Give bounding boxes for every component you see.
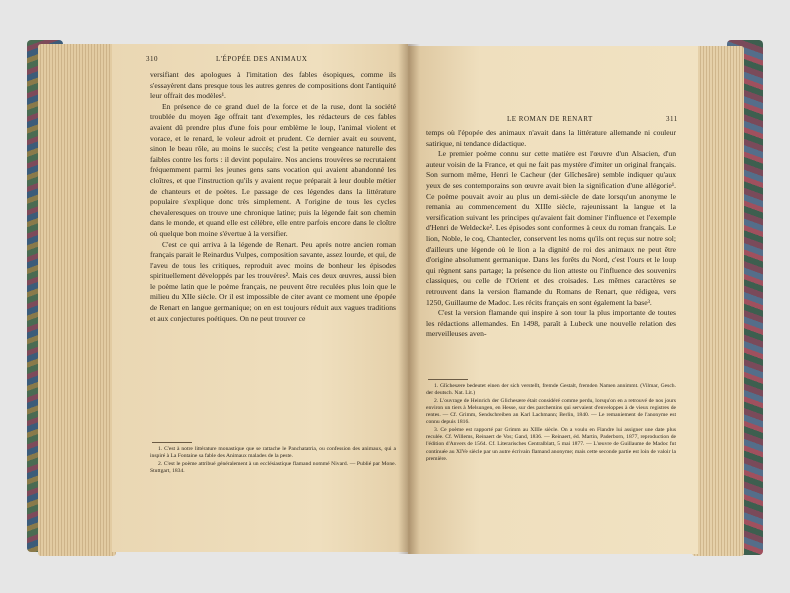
right-footnotes: [426, 383, 676, 463]
left-paragraph: versifiant des apologues à l'imitation des fables ésopiques, comme ils s'essayèrent dans presque tous les autres genres de compositions dont l'antiquité leur offrait des modèles¹.: [150, 70, 396, 101]
right-page-number: 311: [666, 115, 678, 123]
left-page: [112, 44, 408, 552]
page-edges-left: [38, 44, 116, 556]
footnote: 1. Glîchesære bedeutet einen der sich verstellt, fremde Gestalt, fremden Namen annimmt. (Vilmar, Gesch. der deutsch. Nat. Lit.): [426, 383, 676, 397]
book-gutter: [398, 44, 420, 554]
left-page-number: 310: [146, 55, 158, 63]
footnote-rule: [428, 379, 468, 380]
left-paragraph: En présence de ce grand duel de la force et de la ruse, dont la société troublée du moyen âge offrait tant d'exemples, les rédacteurs de ces fables avaient dû prendre plus d'une fois pour emblème le loup, l'animal violent et vorace, et le renard, le voleur adroit et prudent. Ce dernier avait eu souvent, sinon le beau rôle, au moins le succès; c'est la petite vengeance naturelle des faibles contre les forts : il devint populaire. Nos anciens trouvères se recrutaient fréquemment parmi les jeunes gens sans vocation qui avaient abandonné les cloîtres, et que l'instruction qu'ils y avaient reçue préparait à leur double métier de chanteurs et de poètes. Le passage de ces légendes dans la littérature populaire s'explique donc très simplement. A l'origine de tous les cycles chevaleresques on trouve une chronique latine; puis la légende fait son chemin dans le monde, et quand elle est célèbre, elle entre parfois encore dans le cloître où quelque bon moine s'évertue à la versifier.: [150, 101, 396, 238]
footnote: 2. C'est le poème attribué généralement à un ecclésiastique flamand nommé Nivard. — Publié par Mone. Stuttgart, 1834.: [150, 460, 396, 474]
right-running-head: LE ROMAN DE RENART: [507, 115, 593, 123]
left-paragraph: C'est ce qui arriva à la légende de Renart. Peu après notre ancien roman français parait le Reinardus Vulpes, composition savante, assez lourde, et qui, de l'aveu de tous les critiques, reproduit avec moins de bonheur les épisodes spirituellement développés par les trouvères². Mais ces deux œuvres, aussi bien le poème latin que le poème français, ne peuvent être reculées plus loin que le milieu du XIIe siècle. Or il est impossible de citer avant ce moment une épopée de Renart en langue germanique; on en est toujours réduit aux vagues traditions et aux conjectures poétiques. On ne peut trouver ce: [150, 239, 396, 323]
page-edges-right: [692, 46, 744, 556]
right-paragraph: temps où l'épopée des animaux n'avait dans la littérature allemande ni couleur satirique, ni tendance didactique.: [426, 128, 676, 148]
footnote: 2. L'ouvrage de Heinrich der Glichesære était considéré comme perdu, lorsqu'on en a retrouvé de nos jours environ un tiers à Melsungen, en Hesse, sur des parchemins qui servaient d'enveloppes à de vieux registres de rentes. — Cf. Grimm, Sendschreiben an Karl Lachmann; Berlin, 1840. — Le remaniement de l'anonyme est connu depuis 1816.: [426, 397, 676, 426]
left-body-text: [150, 70, 396, 324]
right-body-text: [426, 128, 676, 340]
left-footnotes: [150, 446, 396, 475]
right-paragraph: Le premier poème connu sur cette matière est l'œuvre d'un Alsacien, d'un auteur voisin de la France, et qui ne fait pas mystère d'imiter un original français. Son surnom même, Henri le Cacheur (der Glîchesâre) semble indiquer qu'aux yeux de ses contemporains son œuvre avait bien la signification d'une allégorie¹. Ce poème pouvait avoir au plus un demi-siècle de date lorsqu'un anonyme le remania au commencement du XIIIe siècle, rajeunissant la langue et la versification suivant les principes qu'avaient fait dominer l'influence et l'exemple d'Henri de Weldecke². Les épisodes sont conformes à ceux du roman français. Le lion, Noble, le coq, Chantecler, conservent les noms qu'ils ont reçus sur notre sol; d'ailleurs une légende où le lion a la dignité de roi des animaux ne peut être d'origine absolument germanique. Dans les forêts du Nord, c'est l'ours et le loup qui règnent sans partage; la présence du lion atteste ou l'influence des souvenirs classiques, ou celle de l'Orient et des croisades. Les mêmes caractères se retrouvent dans la version flamande du Romans de Renart, que rédigea, vers 1250, Guillaume de Madoc. Les récits français en sont également la base³.: [426, 149, 676, 307]
left-running-head: L'ÉPOPÉE DES ANIMAUX: [216, 55, 308, 63]
right-page: [408, 46, 698, 554]
footnote-rule: [152, 442, 192, 443]
footnote: 3. Ce poème est rapporté par Grimm au XIIIe siècle. On a voulu en Flandre lui assigner une date plus reculée. Cf. Willems, Reinaert de Vos; Gand, 1836. — Reinaert, éd. Martin, Paderborn, 1877, reproduction de l'édition d'Anvers de 1564. Cf. Literarisches Centralblatt, 5 mai 1877. — L'œuvre de Guillaume de Madoc fut continuée au XIVe siècle par un autre écrivain flamand anonyme; mais cette seconde partie est loin de valoir la première.: [426, 426, 676, 462]
footnote: 1. C'est à notre littérature monastique que se rattache le Panchatatria, ou confession des animaux, qui a inspiré à La Fontaine sa fable des Animaux malades de la peste.: [150, 446, 396, 460]
right-paragraph: C'est la version flamande qui inspire à son tour la plus importante de toutes les rédactions allemandes. En 1498, paraît à Lubeck une nouvelle relation des merveilleuses aven-: [426, 308, 676, 339]
